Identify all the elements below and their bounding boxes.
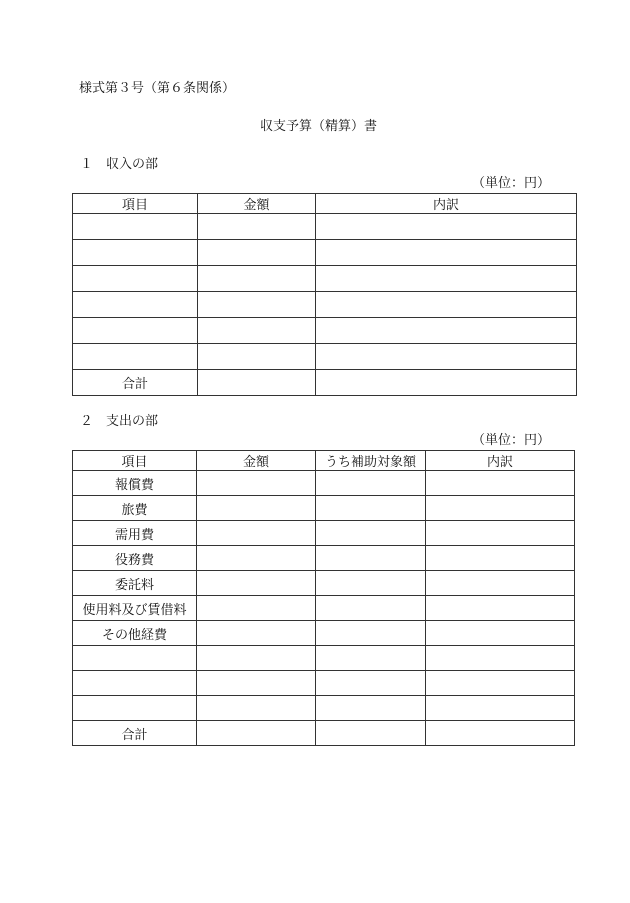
income-unit-label: （単位：円）	[471, 176, 550, 191]
income-table-cell[interactable]	[73, 214, 198, 240]
income-section-heading: １ 収入の部	[80, 157, 159, 172]
expense-table-cell[interactable]	[426, 471, 575, 496]
expense-table-header-cell: 内訳	[426, 451, 575, 471]
expense-table-cell[interactable]	[316, 571, 426, 596]
expense-table-cell[interactable]	[316, 521, 426, 546]
expense-table-row	[73, 471, 575, 496]
income-table-cell[interactable]	[316, 318, 577, 344]
expense-table-cell[interactable]: 報償費	[73, 471, 197, 496]
expense-table-cell[interactable]: 使用料及び賃借料	[73, 596, 197, 621]
expense-table-row	[73, 646, 575, 671]
income-table-row	[73, 214, 577, 240]
expense-table-cell[interactable]: 役務費	[73, 546, 197, 571]
expense-table-header-row	[73, 451, 575, 471]
expense-table-row	[73, 596, 575, 621]
income-table-row	[73, 292, 577, 318]
income-table-cell[interactable]	[198, 318, 316, 344]
expense-table-cell[interactable]	[197, 621, 316, 646]
expense-table-cell[interactable]	[426, 721, 575, 746]
expense-table-header-cell: 項目	[73, 451, 197, 471]
income-table-cell[interactable]	[316, 214, 577, 240]
expense-unit-label: （単位：円）	[471, 433, 550, 448]
expense-table-cell[interactable]: 需用費	[73, 521, 197, 546]
expense-table-cell[interactable]	[197, 471, 316, 496]
expense-table-cell[interactable]	[197, 596, 316, 621]
income-table-header-cell: 内訳	[316, 194, 577, 214]
expense-table-row	[73, 546, 575, 571]
expense-table-cell[interactable]	[197, 671, 316, 696]
expense-table-row	[73, 696, 575, 721]
expense-table-cell[interactable]	[316, 721, 426, 746]
expense-table-body	[73, 471, 575, 746]
expense-table-cell[interactable]	[426, 671, 575, 696]
income-table-cell[interactable]	[198, 344, 316, 370]
expense-table-cell[interactable]	[197, 646, 316, 671]
expense-table-cell[interactable]	[316, 596, 426, 621]
expense-table-cell[interactable]	[426, 596, 575, 621]
expense-table-cell[interactable]	[426, 646, 575, 671]
expense-table-row	[73, 521, 575, 546]
income-table	[72, 193, 577, 396]
expense-table-cell[interactable]	[197, 721, 316, 746]
expense-table-cell[interactable]	[426, 621, 575, 646]
income-table-cell[interactable]	[316, 240, 577, 266]
income-table-cell[interactable]	[198, 370, 316, 396]
expense-table-row	[73, 496, 575, 521]
income-table-cell[interactable]	[73, 344, 198, 370]
income-table-row	[73, 318, 577, 344]
income-table-row	[73, 266, 577, 292]
expense-table-cell[interactable]	[197, 696, 316, 721]
income-table-cell[interactable]	[316, 344, 577, 370]
income-table-cell[interactable]	[198, 292, 316, 318]
income-table-body	[73, 214, 577, 396]
income-table-cell[interactable]	[73, 292, 198, 318]
income-table-header-cell: 金額	[198, 194, 316, 214]
expense-table-cell[interactable]	[316, 671, 426, 696]
expense-table-cell[interactable]	[316, 546, 426, 571]
expense-table-cell[interactable]	[73, 696, 197, 721]
expense-table-cell[interactable]	[316, 646, 426, 671]
expense-table-row	[73, 721, 575, 746]
expense-table-cell[interactable]: その他経費	[73, 621, 197, 646]
expense-table-row	[73, 621, 575, 646]
expense-table-cell[interactable]	[316, 696, 426, 721]
expense-table-row	[73, 571, 575, 596]
document-title: 収支予算（精算）書	[260, 119, 378, 134]
income-table-header-row	[73, 194, 577, 214]
expense-table-cell[interactable]	[316, 471, 426, 496]
expense-section-heading: ２ 支出の部	[80, 414, 159, 429]
expense-table-cell[interactable]	[197, 521, 316, 546]
expense-table-cell[interactable]	[426, 521, 575, 546]
expense-table-cell[interactable]	[426, 696, 575, 721]
expense-table-cell[interactable]	[426, 546, 575, 571]
income-table-row	[73, 344, 577, 370]
income-table-cell[interactable]: 合計	[73, 370, 198, 396]
expense-table-cell[interactable]	[316, 621, 426, 646]
expense-table-cell[interactable]	[197, 496, 316, 521]
expense-table	[72, 450, 575, 746]
income-table-row	[73, 240, 577, 266]
expense-table-cell[interactable]	[73, 646, 197, 671]
form-number: 様式第３号（第６条関係）	[79, 81, 236, 96]
expense-table-cell[interactable]: 旅費	[73, 496, 197, 521]
expense-table-cell[interactable]	[426, 496, 575, 521]
income-table-header-cell: 項目	[73, 194, 198, 214]
expense-table-cell[interactable]	[197, 571, 316, 596]
income-table-row	[73, 370, 577, 396]
income-table-cell[interactable]	[73, 318, 198, 344]
expense-table-header-cell: 金額	[197, 451, 316, 471]
income-table-cell[interactable]	[73, 240, 198, 266]
income-table-cell[interactable]	[316, 370, 577, 396]
income-table-cell[interactable]	[316, 292, 577, 318]
income-table-cell[interactable]	[198, 266, 316, 292]
expense-table-cell[interactable]	[316, 496, 426, 521]
expense-table-cell[interactable]: 委託料	[73, 571, 197, 596]
expense-table-cell[interactable]: 合計	[73, 721, 197, 746]
expense-table-cell[interactable]	[426, 571, 575, 596]
expense-table-row	[73, 671, 575, 696]
expense-table-cell[interactable]	[197, 546, 316, 571]
expense-table-header-cell: うち補助対象額	[316, 451, 426, 471]
income-table-cell[interactable]	[198, 214, 316, 240]
income-table-cell[interactable]	[73, 266, 198, 292]
income-table-cell[interactable]	[316, 266, 577, 292]
income-table-cell[interactable]	[198, 240, 316, 266]
expense-table-cell[interactable]	[73, 671, 197, 696]
